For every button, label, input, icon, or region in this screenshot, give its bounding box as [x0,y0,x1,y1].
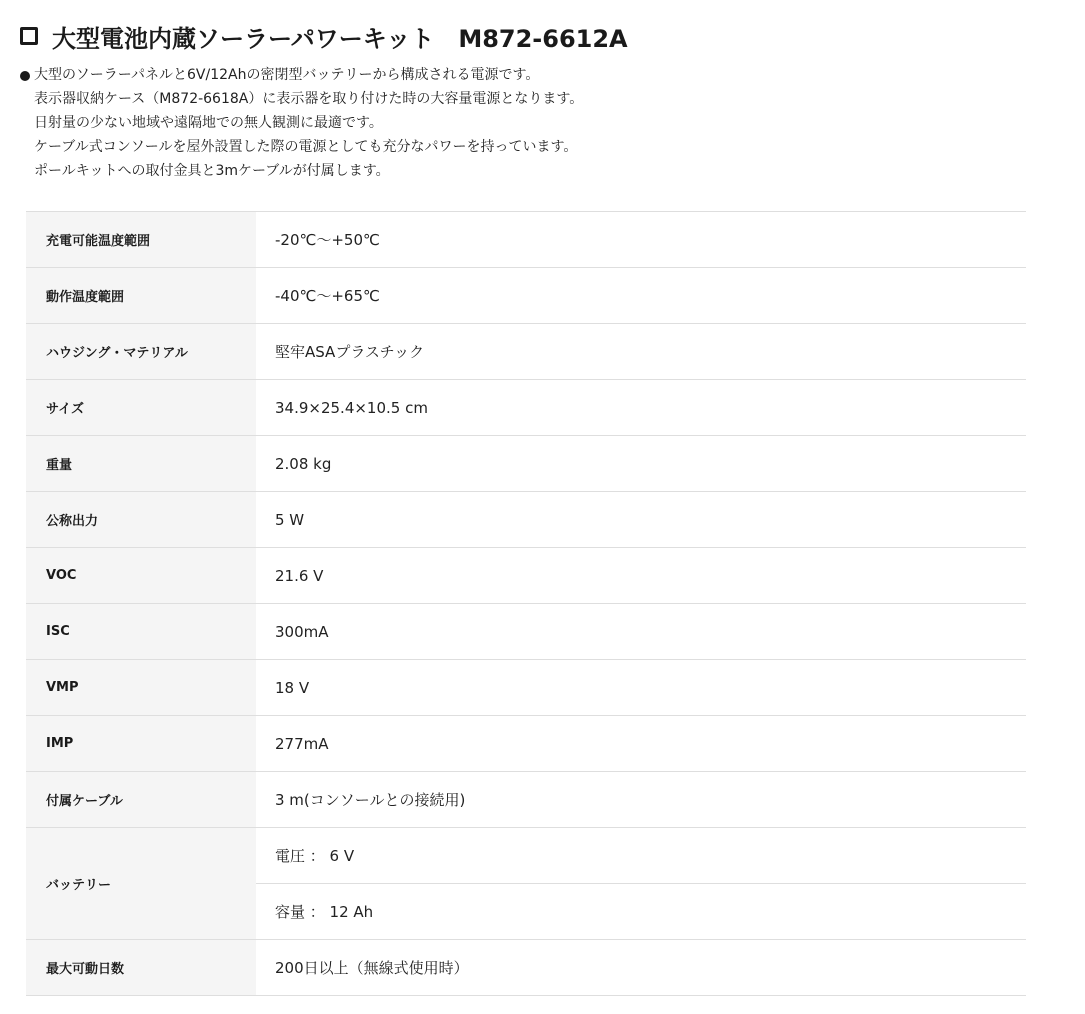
spec-value: 5 W [256,492,1026,548]
spec-label: 最大可動日数 [26,940,256,996]
spec-label: 重量 [26,436,256,492]
spec-label: 動作温度範囲 [26,268,256,324]
spec-row-charging-temp [26,212,1026,268]
spec-value: 電圧 ： 6 V [256,828,1026,884]
filled-circle-bullet-icon [20,71,30,81]
spec-table [26,211,1026,996]
description-line [20,159,583,183]
description-text: 大型のソーラーパネルと6V/12Ahの密閉型バッテリーから構成される電源です。 [34,67,540,83]
description-text: 表示器収納ケース（M872-6618A）に表示器を取り付けた時の大容量電源となります。 [34,91,584,107]
spec-value: -40℃～+65℃ [256,268,1026,324]
spec-row-operating-temp [26,268,1026,324]
spec-row-battery-voltage [26,828,1026,884]
description-line [20,63,583,87]
description-text: ケーブル式コンソールを屋外設置した際の電源としても充分なパワーを持っています。 [34,139,578,155]
spec-row-voc [26,548,1026,604]
spec-value: 18 V [256,660,1026,716]
spec-value: 300mA [256,604,1026,660]
spec-row-weight [26,436,1026,492]
spec-value: 容量 ： 12 Ah [256,884,1026,940]
spec-label: サイズ [26,380,256,436]
page-title [20,18,628,54]
spec-label: バッテリー [26,828,256,940]
page-title-text: 大型電池内蔵ソーラーパワーキット M872-6612A [52,24,628,53]
product-description [20,63,583,183]
square-outline-icon [20,27,38,45]
spec-value: 2.08 kg [256,436,1026,492]
spec-row-included-cable [26,772,1026,828]
description-line [20,135,583,159]
spec-label: ISC [26,604,256,660]
spec-value: 堅牢ASAプラスチック [256,324,1026,380]
spec-label: IMP [26,716,256,772]
spec-value: -20℃～+50℃ [256,212,1026,268]
spec-value: 277mA [256,716,1026,772]
spec-value: 200日以上（無線式使用時） [256,940,1026,996]
spec-row-housing-material [26,324,1026,380]
spec-row-max-operating-days [26,940,1026,996]
spec-row-nominal-output [26,492,1026,548]
spec-label: VMP [26,660,256,716]
spec-label: 付属ケーブル [26,772,256,828]
spec-row-imp [26,716,1026,772]
spec-label: 公称出力 [26,492,256,548]
description-line [20,111,583,135]
spec-row-isc [26,604,1026,660]
description-text: ポールキットへの取付金具と3mケーブルが付属します。 [34,163,390,179]
spec-row-vmp [26,660,1026,716]
spec-label: VOC [26,548,256,604]
spec-row-size [26,380,1026,436]
description-line [20,87,583,111]
spec-value: 21.6 V [256,548,1026,604]
spec-value: 3 m(コンソールとの接続用) [256,772,1026,828]
spec-value: 34.9×25.4×10.5 cm [256,380,1026,436]
spec-label: 充電可能温度範囲 [26,212,256,268]
spec-label: ハウジング・マテリアル [26,324,256,380]
description-text: 日射量の少ない地域や遠隔地での無人観測に最適です。 [34,115,383,131]
